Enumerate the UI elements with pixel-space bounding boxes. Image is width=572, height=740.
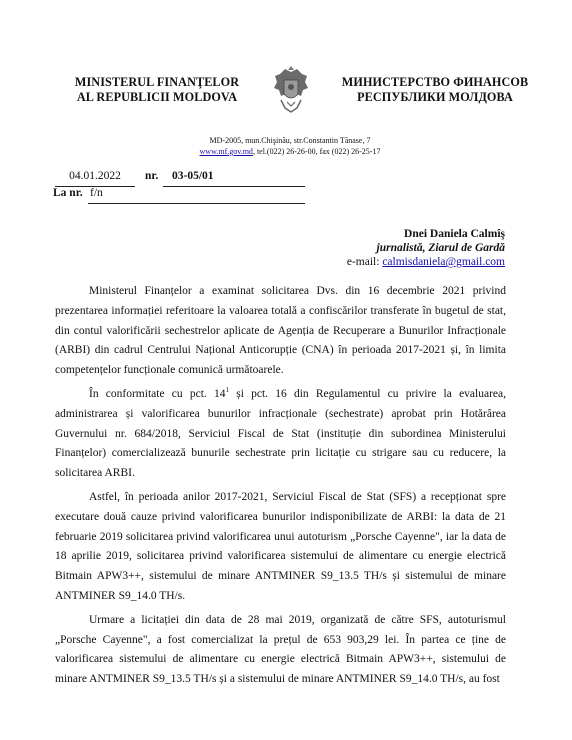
recipient-email-link[interactable]: calmisdaniela@gmail.com — [382, 256, 505, 268]
letter-body — [55, 282, 506, 694]
paragraph-1: Ministerul Finanțelor a examinat solicitarea Dvs. din 16 decembrie 2021 privind prezentarea informației referitoare la valoarea totală a confiscărilor transferate în bugetul de stat, din contul valorificării sechestrelor aplicate de Agenția de Recuperare a Bunurilor Infracționale (ARBI) din cadrul Centrului Național Anticorupție (CNA) în perioada 2017-2021 și, în limita competențelor funcționale comunică următoarele. — [55, 285, 506, 377]
document-date: 04.01.2022 — [69, 170, 121, 182]
ministry-name-line1: MINISTERUL FINANŢELOR — [74, 75, 240, 89]
contact-line — [110, 146, 470, 157]
email-label: e-mail: — [346, 256, 383, 268]
ministry-name-ru-line1: МИНИСТЕРСТВО ФИНАНСОВ — [341, 75, 529, 89]
address-line: MD-2005, mun.Chişinău, str.Constantin Tănase, 7 — [209, 136, 371, 145]
paragraph-4: Urmare a licitației din data de 28 mai 2019, organizată de către SFS, autoturismul „Porsche Cayenne", a fost comercializat la prețul de 653 903,29 lei. În partea ce ține de valorificarea sistemului de alimentare cu energie electrică Bitmain APW3++, sistemului de minare ANTMINER S9_13.5 TH/s și a sistemului de minare ANTMINER S9_14.0 TH/s, au fost — [55, 613, 506, 686]
website-link[interactable]: www.mf.gov.md — [199, 147, 253, 156]
recipient-block — [347, 227, 505, 269]
number-label: nr. — [145, 170, 159, 182]
ministry-name-russian — [335, 75, 535, 105]
reference-number-label: La nr. — [53, 187, 83, 199]
ministry-name-ru-line2: РЕСПУБЛИКИ МОЛДОВА — [357, 90, 513, 104]
number-underline — [163, 186, 305, 187]
ministry-address — [110, 135, 470, 157]
superscript: 1 — [225, 386, 229, 395]
recipient-role: jurnalistă, Ziarul de Gardă — [376, 242, 505, 254]
recipient-email-line — [347, 255, 505, 269]
ministry-name-line2: AL REPUBLICII MOLDOVA — [76, 90, 238, 104]
document-number: 03-05/01 — [172, 170, 214, 182]
phone-fax: , tel.(022) 26-26-00, fax (022) 26-25-17 — [252, 147, 381, 156]
recipient-name: Dnei Daniela Calmîş — [404, 228, 505, 240]
paragraph-2-part2: și pct. 16 din Regulamentul cu privire la evaluarea, administrarea și valorificarea bunurilor infracționale (sechestrate) aprobat prin Hotărârea Guvernului nr. 684/2018, Serviciul Fiscal de Stat (instituție din subordinea Ministerului Finanțelor) comercializează bunurile sechestrate prin licitație cu strigare sau cu reducere, la solicitarea ARBI. — [55, 387, 506, 480]
paragraph-2-part1: În conformitate cu pct. 14 — [89, 387, 226, 400]
paragraph-3: Astfel, în perioada anilor 2017-2021, Serviciul Fiscal de Stat (SFS) a recepționat spre executare două cauze privind valorificarea bunurilor indisponibilizate de ARBI: la data de 21 februarie 2019 solicitarea privind valorificarea unui autoturism „Porsche Cayenne", iar la data de 18 aprilie 2019, solicitarea privind valorificarea sistemului de alimentare cu energie electrică Bitmain APW3++, sistemului de minare ANTMINER S9_13.5 TH/s și sistemului de minare ANTMINER S9_14.0 TH/s. — [55, 490, 506, 602]
reference-underline — [88, 203, 305, 204]
coat-of-arms-icon — [271, 66, 311, 116]
reference-number: f/n — [90, 187, 103, 199]
ministry-name-romanian — [62, 75, 252, 105]
paragraph-2 — [55, 385, 506, 484]
